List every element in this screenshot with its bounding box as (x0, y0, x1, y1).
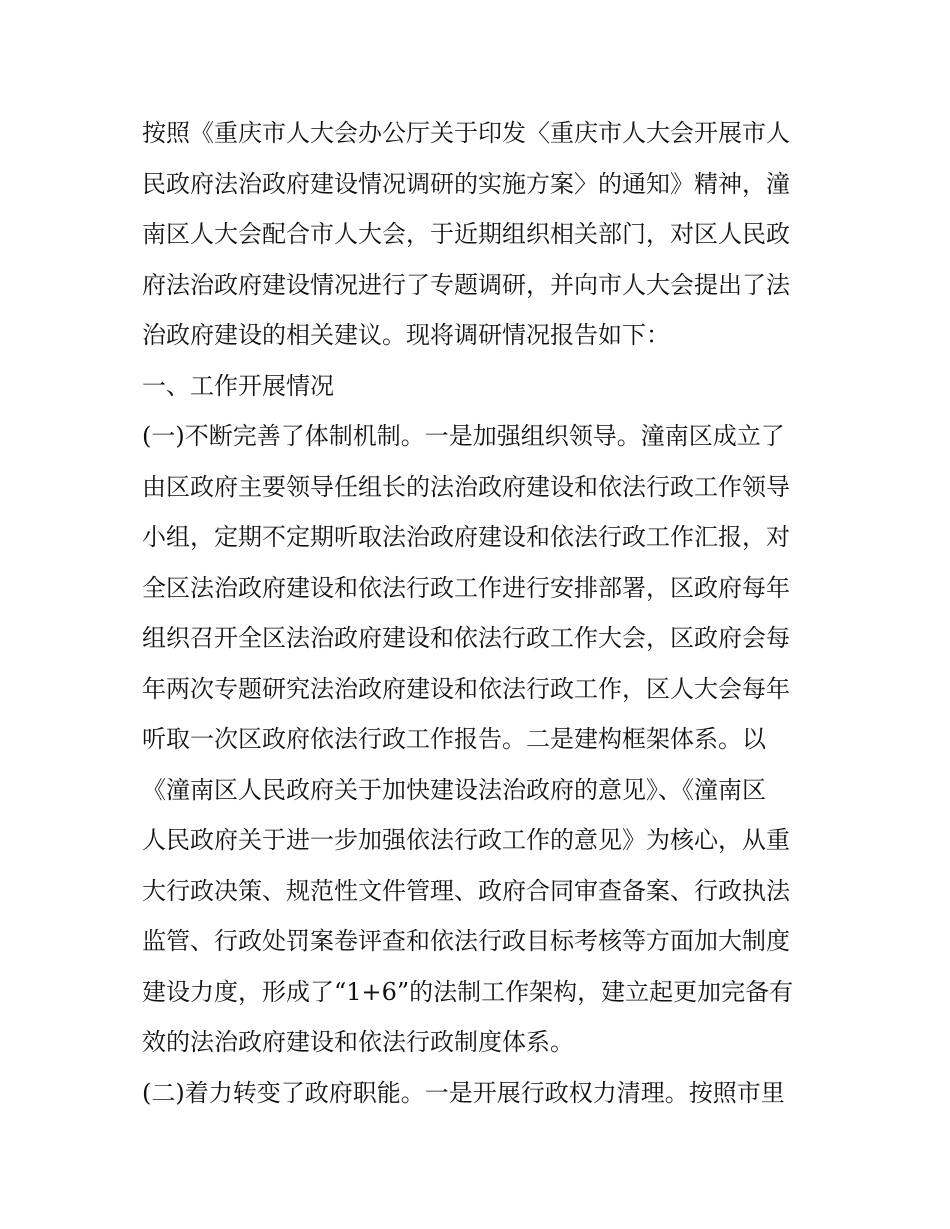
text-line: 小组，定期不定期听取法治政府建设和依法行政工作汇报，对 (142, 523, 790, 551)
text-line: 大行政决策、规范性文件管理、政府合同审查备案、行政执法 (142, 876, 790, 905)
text-line: (一)不断完善了体制机制。一是加强组织领导。潼南区成立了 (142, 422, 785, 450)
text-line: 效的法治政府建设和依法行政制度体系。 (142, 1028, 574, 1056)
text-line: 由区政府主要领导任组长的法治政府建设和依法行政工作领导 (142, 472, 790, 501)
text-line: 人民政府关于进一步加强依法行政工作的意见》为核心，从重 (142, 826, 790, 854)
text-line: 组织召开全区法治政府建设和依法行政工作大会，区政府会每 (142, 624, 790, 652)
text-line: (二)着力转变了政府职能。一是开展行政权力清理。按照市里 (142, 1078, 785, 1107)
text-line: 年两次专题研究法治政府建设和依法行政工作，区人大会每年 (142, 674, 790, 703)
text-line: 全区法治政府建设和依法行政工作进行安排部署，区政府每年 (142, 573, 790, 602)
section-heading: 一、工作开展情况 (142, 371, 334, 400)
text-line: 府法治政府建设情况进行了专题调研，并向市人大会提出了法 (142, 270, 790, 299)
text-line: 治政府建设的相关建议。现将调研情况报告如下： (142, 321, 670, 349)
text-line: 按照《重庆市人大会办公厅关于印发〈重庆市人大会开展市人 (142, 119, 790, 147)
text-line: 民政府法治政府建设情况调研的实施方案〉的通知》精神，潼 (142, 169, 790, 198)
text-line: 南区人大会配合市人大会，于近期组织相关部门，对区人民政 (142, 220, 790, 248)
text-line: 听取一次区政府依法行政工作报告。二是建构框架体系。以 (142, 725, 766, 753)
text-line: 《潼南区人民政府关于加快建设法治政府的意见》、《潼南区 (142, 775, 766, 804)
text-line: 建设力度，形成了“1+6”的法制工作架构，建立起更加完备有 (142, 977, 794, 1006)
text-line: 监管、行政处罚案卷评查和依法行政目标考核等方面加大制度 (142, 927, 790, 955)
document-body (142, 108, 822, 1118)
